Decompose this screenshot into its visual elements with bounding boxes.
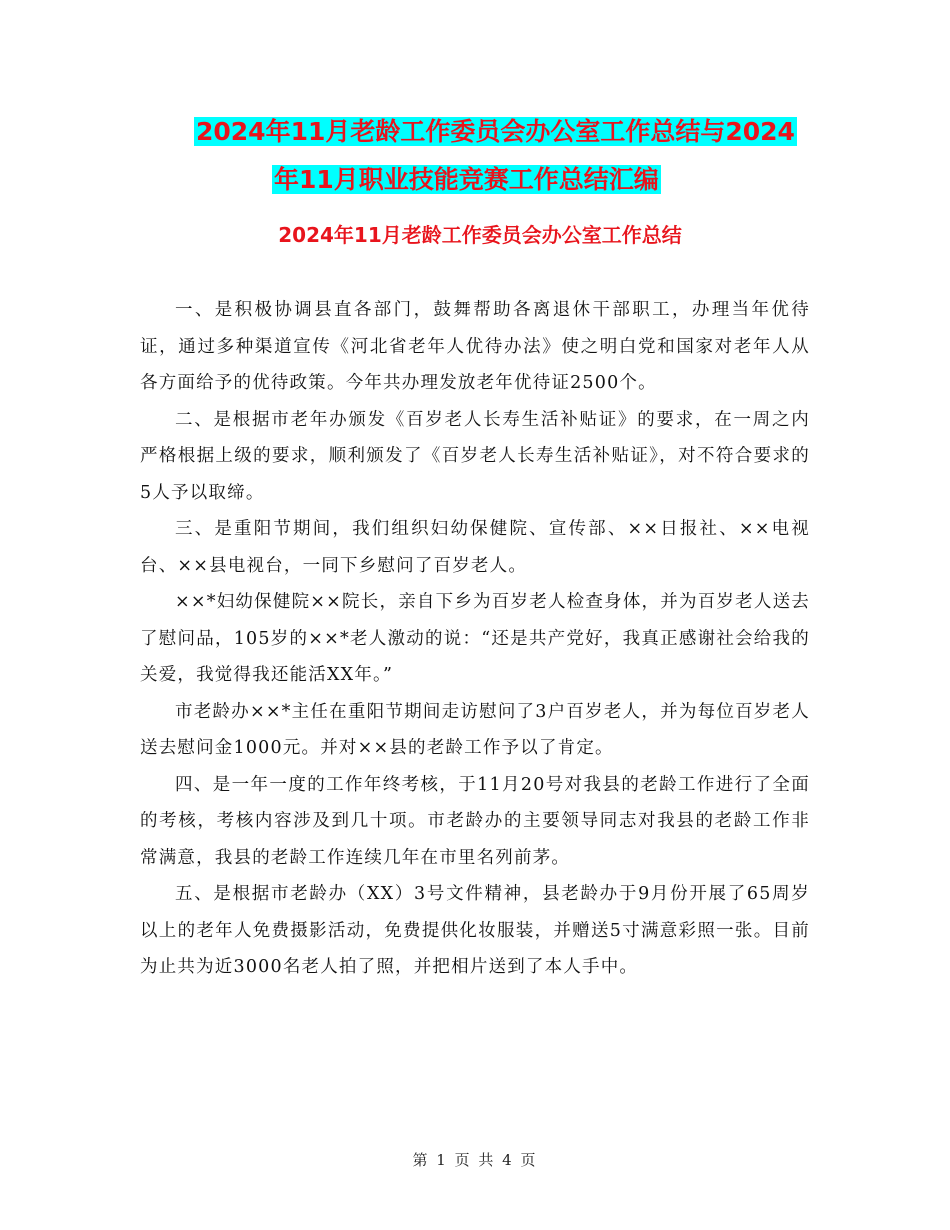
paragraph-4: ××*妇幼保健院××院长，亲自下乡为百岁老人检查身体，并为百岁老人送去了慰问品，105岁的××*老人激动的说：“还是共产党好，我真正感谢社会给我的关爱，我觉得我还能活XX年。”	[140, 592, 810, 685]
paragraph-6: 四、是一年一度的工作年终考核，于11月20号对我县的老龄工作进行了全面的考核，考核内容涉及到几十项。市老龄办的主要领导同志对我县的老龄工作非常满意，我县的老龄工作连续几年在市里名列前茅。	[140, 774, 810, 868]
document-body	[140, 292, 810, 986]
section-title: 2024年11月老龄工作委员会办公室工作总结	[278, 223, 682, 247]
paragraph-7: 五、是根据市老龄办（XX）3号文件精神，县老龄办于9月份开展了65周岁以上的老年人免费摄影活动，免费提供化妆服装，并赠送5寸满意彩照一张。目前为止共为近3000名老人拍了照，并把相片送到了本人手中。	[140, 884, 810, 977]
paragraph-5: 市老龄办××*主任在重阳节期间走访慰问了3户百岁老人，并为每位百岁老人送去慰问金1000元。并对××县的老龄工作予以了肯定。	[140, 701, 810, 758]
document-title-line-1	[140, 108, 820, 156]
document-title	[140, 108, 820, 204]
paragraph-3: 三、是重阳节期间，我们组织妇幼保健院、宣传部、××日报社、××电视台、××县电视台，一同下乡慰问了百岁老人。	[140, 519, 810, 576]
paragraph-1: 一、是积极协调县直各部门，鼓舞帮助各离退休干部职工，办理当年优待证，通过多种渠道宣传《河北省老年人优待办法》使之明白党和国家对老年人从各方面给予的优待政策。今年共办理发放老年优待证2500个。	[140, 300, 810, 393]
page-footer: 第 1 页 共 4 页	[412, 1151, 538, 1169]
paragraph-2: 二、是根据市老年办颁发《百岁老人长寿生活补贴证》的要求，在一周之内严格根据上级的要求，顺利颁发了《百岁老人长寿生活补贴证》，对不符合要求的5人予以取缔。	[140, 409, 810, 503]
document-title-line-2	[140, 156, 820, 204]
document-title-line-1-text: 2024年11月老龄工作委员会办公室工作总结与2024	[196, 117, 795, 146]
document-title-line-2-text: 年11月职业技能竞赛工作总结汇编	[274, 165, 659, 194]
